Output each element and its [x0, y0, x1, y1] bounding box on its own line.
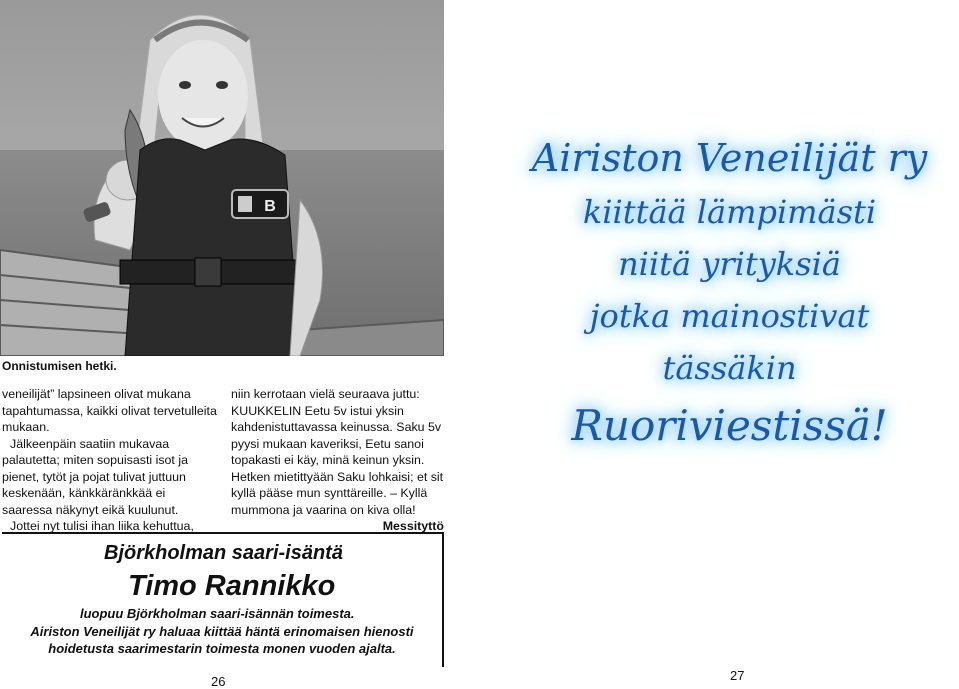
announcement-line-2: Airiston Veneilijät ry haluaa kiittää häntä erinomaisen hienosti — [30, 624, 414, 639]
paragraph: Jottei nyt tulisi ihan liika kehuttua, — [10, 519, 194, 533]
signature: Messityttö — [382, 519, 444, 533]
thanks-line-1: Airiston Veneilijät ry — [531, 136, 928, 180]
page-number-right: 27 — [730, 668, 745, 683]
page-number-left: 26 — [211, 674, 226, 689]
announcement-line-3: hoidetusta saarimestarin toimesta monen vuoden ajalta. — [48, 641, 396, 656]
announcement-line-1: luopuu Björkholman saari-isännän toimesta. — [80, 606, 355, 621]
announcement-name: Timo Rannikko — [128, 570, 336, 602]
announcement-box — [2, 532, 444, 667]
life-vest — [125, 139, 300, 356]
article-left-column — [2, 386, 218, 535]
thanks-message — [500, 130, 959, 458]
paragraph: Jälkeenpäin saatiin mukavaa palautetta; miten sopuisasti isot ja pienet, tytöt ja pojat tulivat juttuun keskenään, känkkäränkkää ei saaressa näkynyt eikä kuulunut. — [2, 436, 188, 517]
paragraph: niin kerrotaan vielä seuraava juttu: KUUKKELIN Eetu 5v istui yksin kahdenistuttavassa keinussa. Saku 5v pyysi mukaan kaveriksi, Eetu sanoi topakasti ei käy, minä keinun yksin. Hetken mietittyään Saku lohkaisi; et sit kyllä pääse mun synttäreille. – Kyllä mummona ja vaarina on kiva olla! — [231, 387, 444, 517]
thanks-line-3: niitä yrityksiä — [618, 245, 841, 283]
announcement-heading: Björkholman saari-isäntä — [104, 542, 343, 564]
article-right-column — [231, 386, 444, 535]
face — [158, 40, 248, 150]
vest-logo-text: B — [264, 198, 276, 215]
thanks-line-2: kiittää lämpimästi — [582, 193, 877, 231]
thanks-line-4: jotka mainostivat — [589, 297, 870, 335]
photo-caption: Onnistumisen hetki. — [2, 359, 117, 373]
thanks-line-5: tässäkin — [662, 349, 797, 387]
paragraph: veneilijät” lapsineen olivat mukana tapahtumassa, kaikki olivat tervetulleita mukaan. — [2, 387, 217, 434]
thanks-line-6: Ruoriviestissä! — [571, 401, 888, 450]
photo-girl-with-fish — [0, 0, 444, 356]
